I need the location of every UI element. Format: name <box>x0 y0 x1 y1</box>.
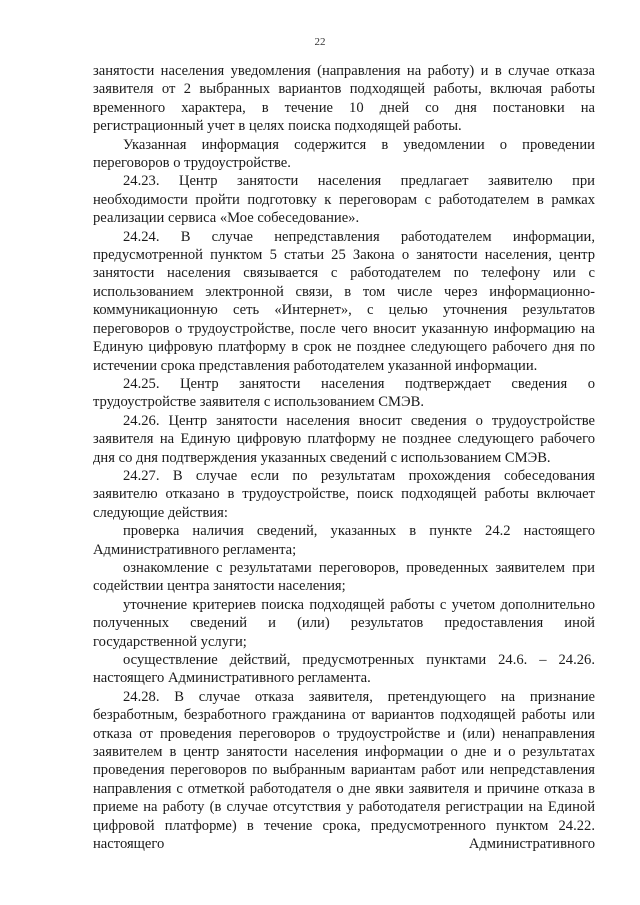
list-item-perform-actions: осуществление действий, предусмотренных пунктами 24.6. – 24.26. настоящего Административного регламента. <box>93 652 595 687</box>
paragraph-24-24: 24.24. В случае непредставления работодателем информации, предусмотренной пунктом 5 статьи 25 Закона о занятости населения, центр занятости населения связывается с работодателем по телефону или с использованием электронной связи, в том числе через информационно-коммуникационную сеть «Интернет», с целью уточнения результатов переговоров о трудоустройстве, после чего вносит указанную информацию на Единую цифровую платформу в срок не позднее следующего рабочего дня по истечении срока представления работодателем указанной информации. <box>93 228 595 374</box>
page-number: 22 <box>314 36 326 48</box>
document-body <box>93 62 595 853</box>
paragraph-continuation: занятости населения уведомления (направления на работу) и в случае отказа заявителя от 2 выбранных вариантов подходящей работы, включая работы временного характера, в течение 10 дней со дня постановки на регистрационный учет в целях поиска подходящей работы. <box>93 63 595 135</box>
paragraph-24-27: 24.27. В случае если по результатам прохождения собеседования заявителю отказано в трудоустройстве, поиск подходящей работы включает следующие действия: <box>93 467 595 521</box>
list-item-refine-criteria: уточнение критериев поиска подходящей работы с учетом дополнительно полученных сведений и (или) результатов предоставления иной государственной услуги; <box>93 596 595 650</box>
paragraph-info-in-notice: Указанная информация содержится в уведомлении о проведении переговоров о трудоустройстве. <box>93 136 595 172</box>
list-item-review-results: ознакомление с результатами переговоров, проведенных заявителем при содействии центра занятости населения; <box>93 559 595 595</box>
paragraph-24-25: 24.25. Центр занятости населения подтверждает сведения о трудоустройстве заявителя с использованием СМЭВ. <box>93 375 595 411</box>
list-item-check-info: проверка наличия сведений, указанных в пункте 24.2 настоящего Административного регламента; <box>93 523 595 558</box>
paragraph-24-23: 24.23. Центр занятости населения предлагает заявителю при необходимости пройти подготовку к переговорам с работодателем в рамках реализации сервиса «Мое собеседование». <box>93 173 595 227</box>
paragraph-24-28: 24.28. В случае отказа заявителя, претендующего на признание безработным, безработного гражданина от вариантов подходящей работы или отказа от проведения переговоров о трудоустройстве и (или) ненаправления заявителем в центр занятости населения информации о дне и о результатах проведения переговоров по выбранным вариантам работ или непредставления направления с отметкой работодателя о дне явки заявителя и причине отказа в приеме на работу (в случае отсутствия у работодателя регистрации на Единой цифровой платформе) в течение срока, предусмотренного пунктом 24.22. настоящего Административного <box>93 688 595 853</box>
paragraph-24-26: 24.26. Центр занятости населения вносит сведения о трудоустройстве заявителя на Единую цифровую платформу не позднее следующего рабочего дня со дня подтверждения указанных сведений с использованием СМЭВ. <box>93 412 595 466</box>
